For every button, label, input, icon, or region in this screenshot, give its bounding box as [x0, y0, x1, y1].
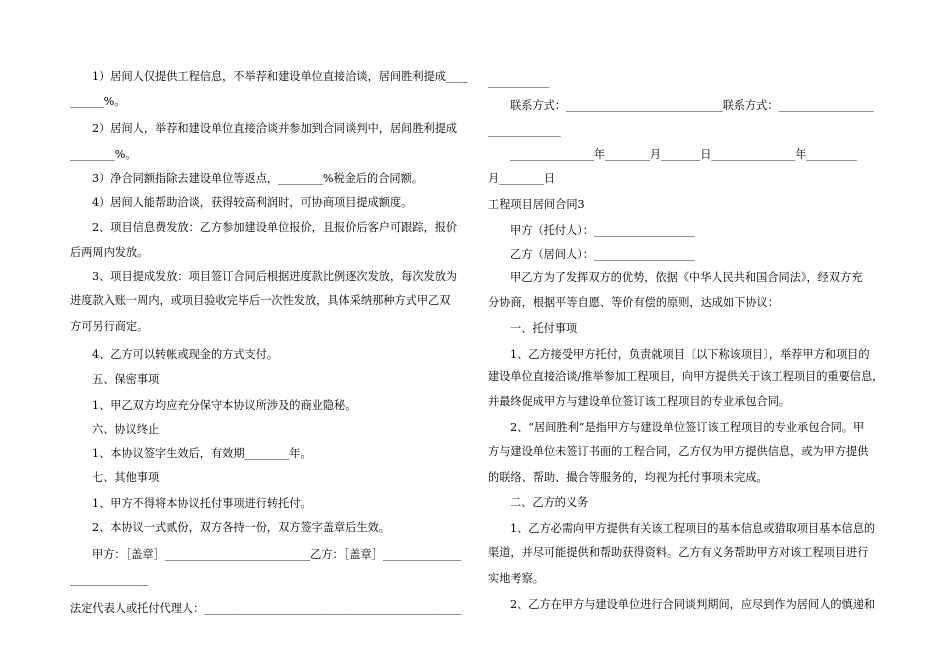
text-line: ______________ — [70, 573, 149, 586]
text-line: 甲方：［盖章］__________________________乙方：［盖章］______________ — [92, 548, 462, 561]
text-line: 3、项目提成发放：项目签订合同后根据进度款比例逐次发放，每次发放为 — [92, 270, 458, 283]
text-line: 1、甲方不得将本协议托付事项进行转托付。 — [92, 497, 312, 510]
text-line: 2、“居间胜利”是指甲方与建设单位签订该工程项目的专业承包合同。甲 — [510, 421, 865, 434]
text-line: 的联络、帮助、撮合等服务的，均视为托付事项未完成。 — [488, 471, 768, 484]
text-line: 实地考察。 — [488, 572, 544, 585]
text-line: 1、乙方接受甲方托付，负责就项目〔以下称该项目〕，举荐甲方和项目的 — [510, 348, 870, 361]
text-line: 4）居间人能帮助洽谈，获得较高利润时，可协商项目提成额度。 — [92, 196, 413, 209]
text-line: 甲方（托付人）：__________________ — [510, 224, 695, 237]
text-line: ______%。 — [70, 95, 126, 108]
text-line: 一、托付事项 — [510, 322, 578, 335]
text-line: 1、甲乙双方均应充分保守本协议所涉及的商业隐秘。 — [92, 399, 357, 412]
text-line: 五、保密事项 — [92, 373, 160, 386]
text-line: 并最终促成甲方与建设单位签订该工程项目的专业承包合同。 — [488, 395, 791, 408]
text-line: 方可另行商定。 — [70, 320, 149, 333]
text-line: _______________年________月_______日_______________年_________ — [510, 148, 857, 161]
text-line: 甲乙方为了发挥双方的优势，依据《中华人民共和国合同法》，经双方充 — [510, 271, 863, 284]
text-line: 渠道，并尽可能提供和帮助获得资料。乙方有义务帮助甲方对该工程项目进行 — [488, 546, 869, 559]
text-line: 七、其他事项 — [92, 471, 160, 484]
text-line: 1）居间人仅提供工程信息，不举荐和建设单位直接洽谈，居间胜利提成____ — [92, 70, 469, 83]
text-line: 法定代表人或托付代理人：______________________________________________ — [70, 602, 462, 615]
text-line: 二、乙方的义务 — [510, 496, 589, 509]
text-line: 分协商，根据平等自愿、等价有偿的原则，达成如下协议： — [488, 296, 779, 309]
text-line: 2、项目信息费发放：乙方参加建设单位报价，且报价后客户可跟踪，报价 — [92, 221, 458, 234]
text-line: 进度款入账一周内，或项目验收完毕后一次性发放，具体采纳那种方式甲乙双 — [70, 294, 451, 307]
text-line: 月________日 — [488, 172, 556, 185]
text-line: 2、本协议一式贰份，双方各持一份，双方签字盖章后生效。 — [92, 521, 390, 534]
text-line: 工程项目居间合同3 — [488, 198, 585, 211]
text-line: 后两周内发放。 — [70, 246, 149, 259]
text-line: 建设单位直接洽谈/推举参加工程项目，向甲方提供关于该工程项目的重要信息， — [488, 370, 884, 383]
text-line: 1、本协议签字生效后，有效期________年。 — [92, 447, 312, 460]
text-line: 乙方（居间人）：__________________ — [510, 248, 695, 261]
text-line: 方与建设单位未签订书面的工程合同，乙方仅为甲方提供信息，或为甲方提供 — [488, 445, 869, 458]
text-line: 六、协议终止 — [92, 423, 160, 436]
text-line: 2）居间人，举荐和建设单位直接洽谈并参加到合同谈判中，居间胜利提成 — [92, 122, 458, 135]
text-line: 4、乙方可以转帐或现金的方式支付。 — [92, 348, 279, 361]
text-line: 2、乙方在甲方与建设单位进行合同谈判期间，应尽到作为居间人的慎递和 — [510, 598, 876, 611]
text-line: ________%。 — [70, 148, 137, 161]
text-line: 3）净合同额指除去建设单位等返点，________%税金后的合同额。 — [92, 172, 423, 185]
text-line: _____________ — [488, 124, 561, 137]
text-line: 联系方式：____________________________联系方式：_________________ — [510, 99, 874, 112]
text-line: 1、乙方必需向甲方提供有关该工程项目的基本信息或猎取项目基本信息的 — [510, 522, 876, 535]
text-line: ___________ — [488, 75, 550, 88]
